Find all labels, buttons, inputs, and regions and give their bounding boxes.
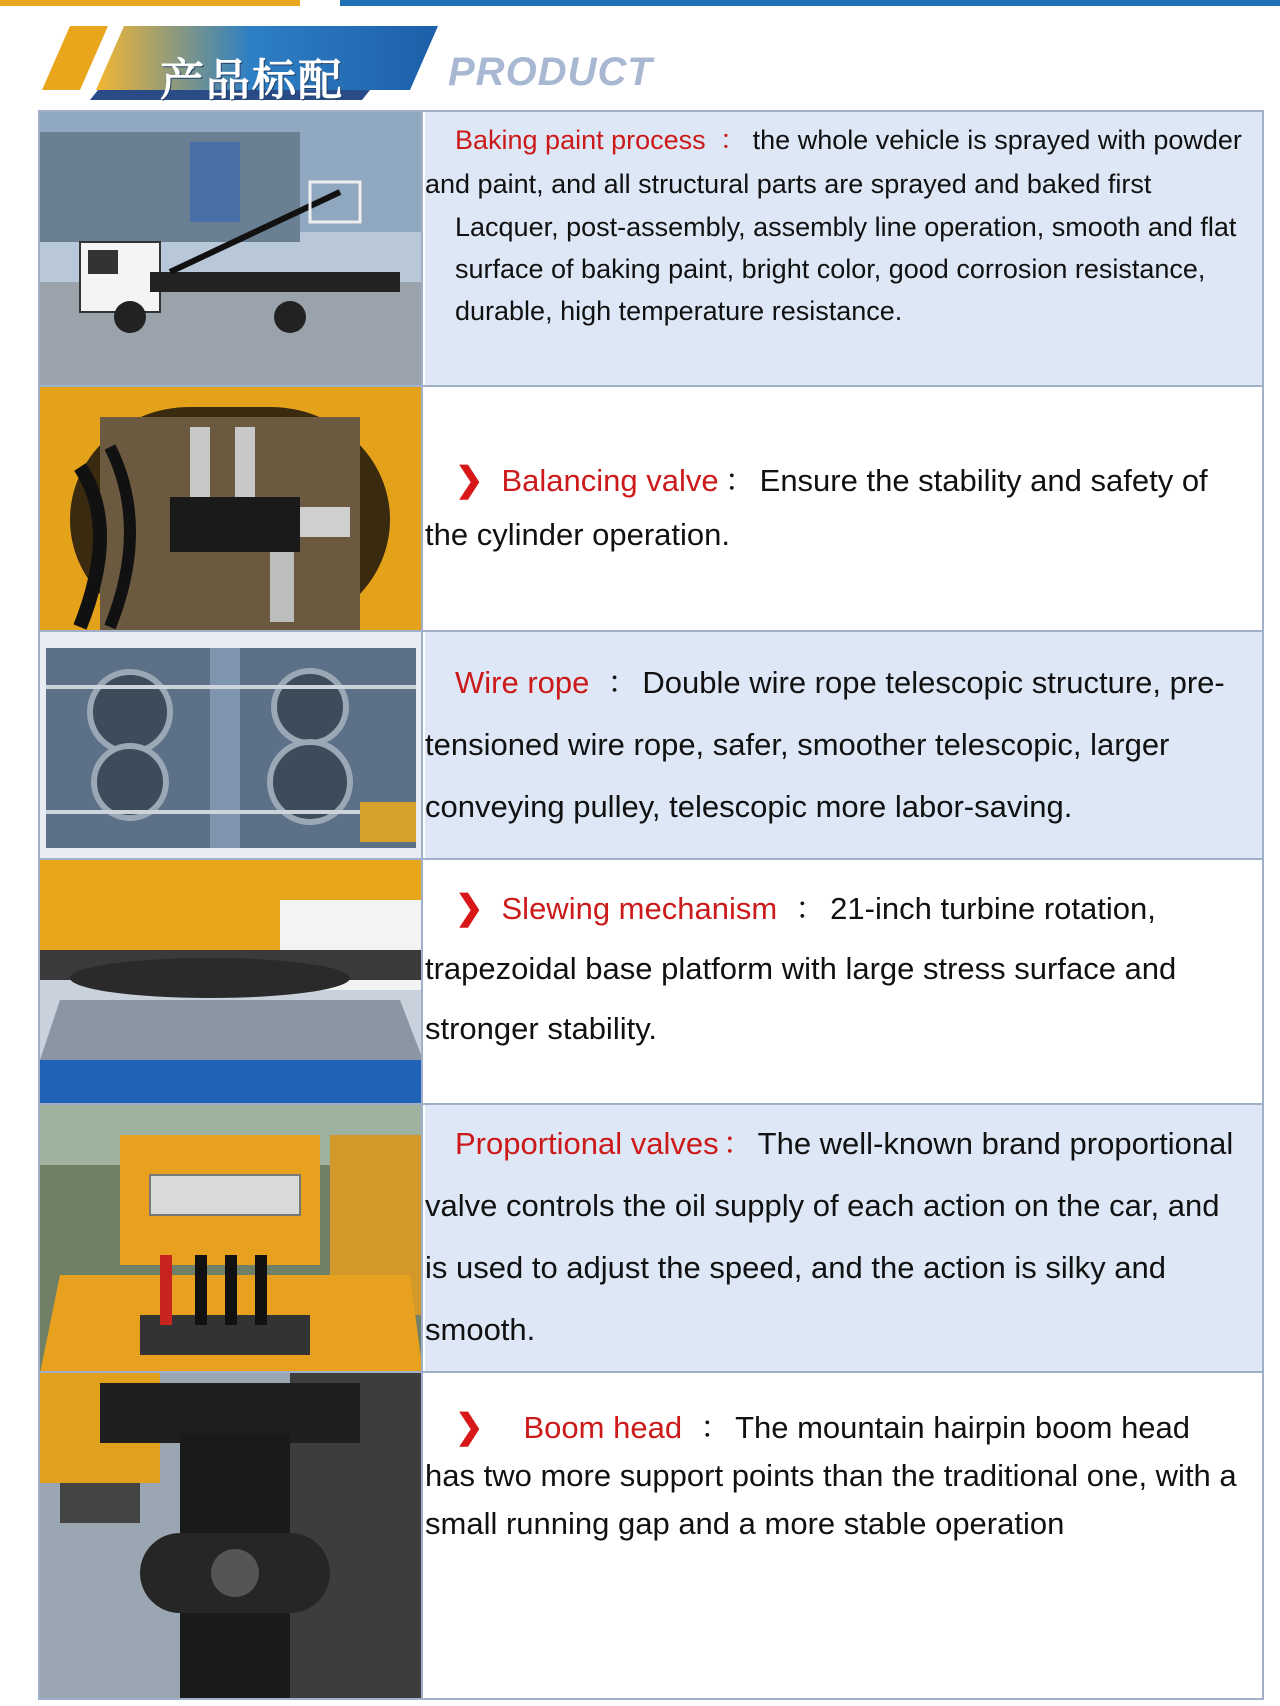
feature-description: The mountain hairpin boom head has two more support points than the traditional one, with a small running gap and a more stable operation	[425, 1410, 1237, 1541]
feature-description: The well-known brand proportional valve controls the oil supply of each action on the car, and is used to adjust the speed, and the action is silky and smooth.	[425, 1126, 1234, 1347]
separator: ：	[607, 665, 639, 700]
feature-description-2: Lacquer, post-assembly, assembly line operation, smooth and flat surface of baking paint, bright color, good corrosion resistance, durable, high temperature resistance.	[455, 212, 1237, 326]
valve-icon	[40, 387, 423, 630]
feature-text-proportional-valves	[425, 1105, 1262, 1371]
boom-head-icon	[40, 1373, 423, 1698]
feature-label: Proportional valves	[455, 1126, 719, 1161]
separator: ：	[795, 891, 827, 926]
header-title-zh: 产品标配	[160, 55, 344, 106]
feature-label: Balancing valve	[501, 463, 719, 498]
truck-photo	[40, 112, 423, 385]
top-color-strip	[0, 0, 1280, 6]
separator: ：	[719, 125, 747, 155]
feature-description: 21-inch turbine rotation, trapezoidal base platform with large stress surface and stronger stability.	[425, 891, 1177, 1046]
feature-row-baking-paint	[40, 112, 1262, 387]
header-title-en: PRODUCT	[448, 50, 653, 94]
feature-description: the whole vehicle is sprayed with powder and paint, and all structural parts are sprayed and baked first	[425, 125, 1242, 199]
feature-text-slewing	[425, 860, 1262, 1103]
separator: ：	[724, 463, 756, 498]
feature-description: Double wire rope telescopic structure, pre-tensioned wire rope, safer, smoother telescopic, larger conveying pulley, telescopic more labor-saving.	[425, 665, 1225, 824]
feature-label: Baking paint process	[455, 125, 706, 155]
turntable-photo	[40, 860, 423, 1103]
feature-text-baking-paint	[425, 112, 1262, 385]
chevron-right-icon: ❯	[455, 461, 484, 499]
feature-row-balancing-valve	[40, 387, 1262, 632]
feature-label: Boom head	[523, 1410, 683, 1445]
feature-text-boom-head	[425, 1373, 1262, 1698]
feature-text-balancing-valve	[425, 387, 1262, 630]
separator: ：	[700, 1410, 732, 1445]
feature-text-wire-rope	[425, 632, 1262, 858]
product-feature-table	[38, 110, 1264, 1700]
control-panel-icon	[40, 1105, 423, 1371]
pulley-photo	[40, 632, 423, 858]
feature-description: Ensure the stability and safety of the cylinder operation.	[425, 463, 1208, 552]
feature-row-proportional-valves	[40, 1105, 1262, 1373]
feature-row-slewing	[40, 860, 1262, 1105]
boom-head-photo	[40, 1373, 423, 1698]
gold-strip	[0, 0, 300, 6]
pulley-icon	[40, 632, 423, 858]
feature-row-boom-head	[40, 1373, 1262, 1698]
feature-label: Slewing mechanism	[501, 891, 778, 926]
turntable-icon	[40, 860, 423, 1103]
control-panel-photo	[40, 1105, 423, 1371]
valve-photo	[40, 387, 423, 630]
blue-strip	[340, 0, 1280, 6]
separator: ：	[722, 1126, 754, 1161]
feature-row-wire-rope	[40, 632, 1262, 860]
feature-label: Wire rope	[455, 665, 590, 700]
chevron-right-icon: ❯	[455, 1408, 484, 1446]
section-header	[0, 20, 1280, 110]
truck-icon	[40, 112, 423, 385]
chevron-right-icon: ❯	[455, 889, 484, 927]
